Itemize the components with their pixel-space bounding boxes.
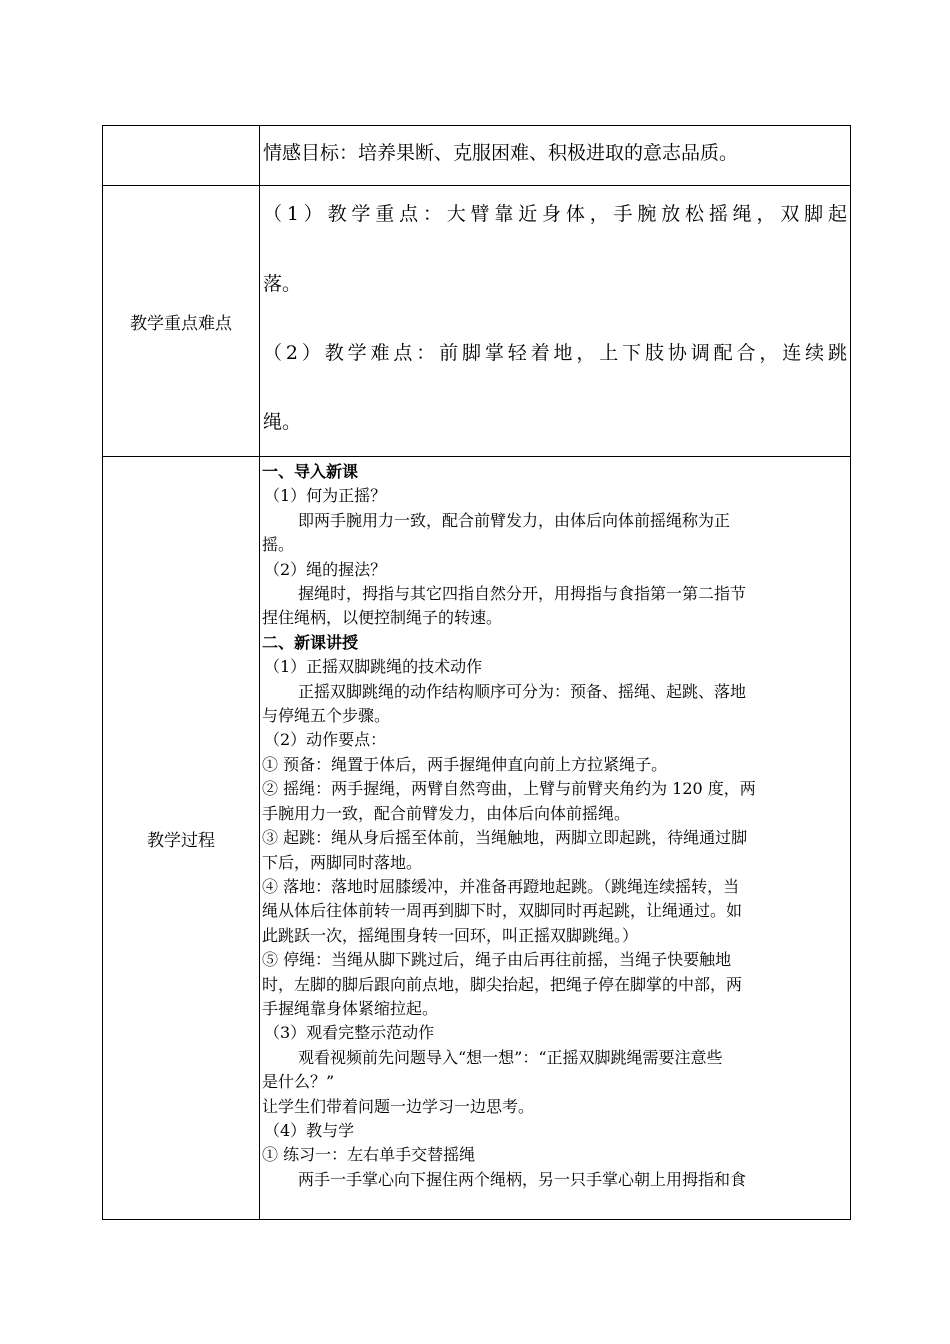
- list-item: 手握绳靠身体紧缩拉起。: [262, 998, 439, 1018]
- key-point-line: （1）教学重点：大臂靠近身体，手腕放松摇绳，双脚起: [263, 203, 847, 225]
- row-label-empty: [103, 126, 260, 186]
- sub-heading: （3）观看完整示范动作: [264, 1023, 435, 1043]
- difficulty-line: 绳。: [263, 411, 302, 433]
- sub-heading: （1）正摇双脚跳绳的技术动作: [264, 657, 483, 677]
- section-heading: 一、导入新课: [262, 462, 359, 481]
- list-item: 此跳跃一次，摇绳围身转一回环，叫正摇双脚跳绳。）: [262, 925, 639, 945]
- sub-heading: （2）动作要点：: [264, 730, 387, 750]
- key-point-line: 落。: [263, 273, 302, 295]
- row-label-key-points: 教学重点难点: [103, 186, 260, 457]
- sub-heading: （4）教与学: [264, 1120, 355, 1140]
- paragraph-line: 握绳时，拇指与其它四指自然分开，用拇指与食指第一第二指节: [298, 584, 747, 604]
- paragraph-line: 让学生们带着问题一边学习一边思考。: [262, 1096, 535, 1116]
- teaching-process-cell: [260, 457, 851, 1220]
- paragraph-line: 即两手腕用力一致，配合前臂发力，由体后向体前摇绳称为正: [298, 510, 731, 530]
- paragraph-line: 正摇双脚跳绳的动作结构顺序可分为：预备、摇绳、起跳、落地: [298, 681, 747, 701]
- affective-goal-cell: [260, 126, 851, 186]
- list-item: 绳从体后往体前转一周再到脚下时，双脚同时再起跳，让绳通过。如: [262, 901, 743, 921]
- list-item: ② 摇绳：两手握绳，两臂自然弯曲，上臂与前臂夹角约为 120 度，两: [262, 779, 756, 799]
- list-item: ④ 落地：落地时屈膝缓冲，并准备再蹬地起跳。（跳绳连续摇转，当: [262, 876, 740, 896]
- key-points-cell: [260, 186, 851, 457]
- paragraph-line: 两手一手掌心向下握住两个绳柄，另一只手掌心朝上用拇指和食: [298, 1169, 747, 1189]
- section-heading: 二、新课讲授: [262, 632, 359, 652]
- difficulty-line: （2）教学难点：前脚掌轻着地，上下肢协调配合，连续跳: [263, 342, 847, 364]
- paragraph-line: 观看视频前先问题导入“想一想”：“正摇双脚跳绳需要注意些: [298, 1047, 723, 1067]
- sub-heading: （2）绳的握法？: [264, 559, 387, 579]
- list-item: ⑤ 停绳：当绳从脚下跳过后，绳子由后再往前摇，当绳子快要触地: [262, 950, 732, 970]
- table-row-affective-goal: [103, 126, 851, 186]
- paragraph-line: 捏住绳柄，以便控制绳子的转速。: [262, 608, 503, 628]
- paragraph-line: 摇。: [262, 535, 295, 555]
- lesson-plan-table: [102, 125, 851, 1220]
- paragraph-line: 与停绳五个步骤。: [262, 706, 391, 726]
- list-item: 手腕用力一致，配合前臂发力，由体后向体前摇绳。: [262, 803, 631, 823]
- list-item: ① 练习一：左右单手交替摇绳: [262, 1145, 476, 1165]
- affective-goal-text: 情感目标：培养果断、克服困难、积极进取的意志品质。: [263, 142, 739, 164]
- table-row-key-points: [103, 186, 851, 457]
- sub-heading: （1）何为正摇？: [264, 486, 387, 506]
- row-label-teaching-process: 教学过程: [103, 457, 260, 1220]
- list-item: 下后，两脚同时落地。: [262, 852, 423, 872]
- table-row-teaching-process: [103, 457, 851, 1220]
- paragraph-line: 是什么？”: [262, 1072, 335, 1092]
- list-item: ③ 起跳：绳从身后摇至体前，当绳触地，两脚立即起跳，待绳通过脚: [262, 828, 748, 848]
- list-item: 时，左脚的脚后跟向前点地，脚尖抬起，把绳子停在脚掌的中部，两: [262, 974, 743, 994]
- list-item: ① 预备：绳置于体后，两手握绳伸直向前上方拉紧绳子。: [262, 754, 668, 774]
